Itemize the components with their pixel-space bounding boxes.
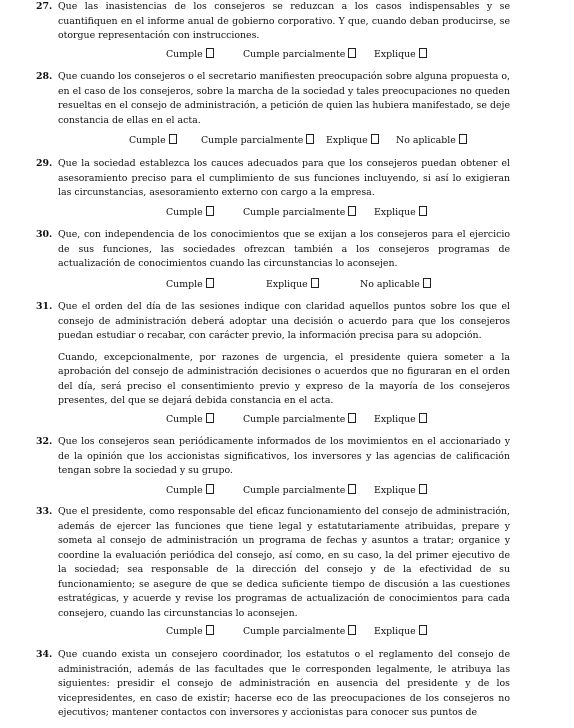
option-cumple[interactable]: Cumple — [166, 48, 214, 62]
checkbox-icon[interactable] — [206, 625, 214, 635]
item-text: Que la sociedad establezca los cauces adecuados para que los consejeros puedan obtener el asesoramiento preciso para el cumplimiento de sus funciones incluyendo, si así lo exigieran las circunstancias, asesoramiento externo con cargo a la empresa. — [58, 158, 510, 198]
checkbox-icon[interactable] — [348, 206, 356, 216]
checkbox-icon[interactable] — [348, 484, 356, 494]
recommendation-32 — [36, 435, 510, 479]
checkbox-icon[interactable] — [206, 206, 214, 216]
item-text: Que las inasistencias de los consejeros se reduzcan a los casos indispensables y se cuantifiquen en el informe anual de gobierno corporativo. Y que, cuando deban producirse, se otorgue representación con instrucciones. — [58, 1, 510, 41]
item-text: Que cuando los consejeros o el secretario manifiesten preocupación sobre alguna propuesta o, en el caso de los consejeros, sobre la marcha de la sociedad y tales preocupaciones no queden resueltas en el consejo de administración, a petición de quien las hubiera manifestado, se deje constancia de ellas en el acta. — [58, 71, 510, 126]
option-cumple-parcialmente[interactable]: Cumple parcialmente — [243, 484, 356, 498]
options-row-27 — [58, 48, 510, 62]
item-text: Que, con independencia de los conocimientos que se exijan a los consejeros para el ejercicio de sus funciones, las sociedades ofrezcan también a los consejeros programas de actualización de conocimientos cuando las circunstancias lo aconsejen. — [58, 229, 510, 269]
option-cumple[interactable]: Cumple — [129, 134, 177, 148]
recommendation-28 — [36, 70, 510, 128]
option-explique[interactable]: Explique — [266, 278, 319, 292]
item-text: Que cuando exista un consejero coordinador, los estatutos o el reglamento del consejo de administración, además de las facultades que le corresponden legalmente, le atribuya las siguientes: presidir el consejo de administración en ausencia del presidente y de los vicepresidentes, en caso de existir; hacerse eco de las preocupaciones de los consejeros no ejecutivos; mantener contactos con inversores y accionistas para conocer sus puntos de — [58, 649, 510, 718]
option-cumple-parcialmente[interactable]: Cumple parcialmente — [243, 48, 356, 62]
option-cumple[interactable]: Cumple — [166, 278, 214, 292]
options-row-33 — [58, 625, 510, 639]
item-number: 33. — [36, 506, 53, 517]
item-number: 30. — [36, 229, 53, 240]
option-cumple[interactable]: Cumple — [166, 625, 214, 639]
option-no-aplicable[interactable]: No aplicable — [360, 278, 431, 292]
option-cumple-parcialmente[interactable]: Cumple parcialmente — [243, 206, 356, 220]
item-text: Cuando, excepcionalmente, por razones de urgencia, el presidente quiera someter a la aprobación del consejo de administración decisiones o acuerdos que no figuraran en el orden del día, será preciso el consentimiento previo y expreso de la mayoría de los consejeros presentes, del que se dejará debida constancia en el acta. — [58, 351, 510, 406]
option-cumple-parcialmente[interactable]: Cumple parcialmente — [201, 134, 314, 148]
recommendation-33 — [36, 505, 510, 621]
checkbox-icon[interactable] — [419, 413, 427, 423]
option-explique[interactable]: Explique — [374, 48, 427, 62]
recommendation-31 — [36, 300, 510, 409]
checkbox-icon[interactable] — [419, 48, 427, 58]
option-explique[interactable]: Explique — [374, 206, 427, 220]
options-row-31 — [58, 413, 510, 427]
item-number: 32. — [36, 436, 53, 447]
checkbox-icon[interactable] — [419, 625, 427, 635]
option-explique[interactable]: Explique — [374, 413, 427, 427]
option-cumple[interactable]: Cumple — [166, 484, 214, 498]
checkbox-icon[interactable] — [348, 48, 356, 58]
checkbox-icon[interactable] — [206, 48, 214, 58]
checkbox-icon[interactable] — [371, 134, 379, 144]
item-text: Que el presidente, como responsable del eficaz funcionamiento del consejo de administración, además de ejercer las funciones que tiene legal y estatutariamente atribuidas, prepare y someta al consejo de administración un programa de fechas y asuntos a tratar; organice y coordine la evaluación periódica del consejo, así como, en su caso, la del primer ejecutivo de la sociedad; sea responsable de la dirección del consejo y de la efectividad de su funcionamiento; se asegure de que se dedica suficiente tiempo de discusión a las cuestiones estratégicas, y acuerde y revise los programas de actualización de conocimientos para cada consejero, cuando las circunstancias lo aconsejen. — [58, 506, 510, 619]
checkbox-icon[interactable] — [206, 484, 214, 494]
options-row-32 — [58, 484, 510, 498]
option-cumple[interactable]: Cumple — [166, 206, 214, 220]
item-number: 34. — [36, 649, 53, 660]
options-row-29 — [58, 206, 510, 220]
options-row-28 — [58, 134, 510, 148]
recommendation-34 — [36, 648, 510, 721]
options-row-30 — [58, 278, 510, 292]
option-explique[interactable]: Explique — [326, 134, 379, 148]
item-number: 29. — [36, 158, 53, 169]
recommendation-29 — [36, 157, 510, 201]
item-text: Que el orden del día de las sesiones indique con claridad aquellos puntos sobre los que el consejo de administración deberá adoptar una decisión o acuerdo para que los consejeros puedan estudiar o recabar, con carácter previo, la información precisa para su adopción. — [58, 301, 510, 341]
option-cumple-parcialmente[interactable]: Cumple parcialmente — [243, 413, 356, 427]
option-no-aplicable[interactable]: No aplicable — [396, 134, 467, 148]
checkbox-icon[interactable] — [306, 134, 314, 144]
recommendation-30 — [36, 228, 510, 272]
checkbox-icon[interactable] — [419, 206, 427, 216]
item-number: 28. — [36, 71, 53, 82]
checkbox-icon[interactable] — [206, 278, 214, 288]
option-cumple-parcialmente[interactable]: Cumple parcialmente — [243, 625, 356, 639]
item-number: 31. — [36, 301, 53, 312]
checkbox-icon[interactable] — [459, 134, 467, 144]
checkbox-icon[interactable] — [169, 134, 177, 144]
option-explique[interactable]: Explique — [374, 484, 427, 498]
recommendation-27 — [36, 0, 510, 44]
option-cumple[interactable]: Cumple — [166, 413, 214, 427]
checkbox-icon[interactable] — [206, 413, 214, 423]
checkbox-icon[interactable] — [311, 278, 319, 288]
checkbox-icon[interactable] — [423, 278, 431, 288]
checkbox-icon[interactable] — [348, 413, 356, 423]
option-explique[interactable]: Explique — [374, 625, 427, 639]
item-text: Que los consejeros sean periódicamente informados de los movimientos en el accionariado y de la opinión que los accionistas significativos, los inversores y las agencias de calificación tengan sobre la sociedad y su grupo. — [58, 436, 510, 476]
checkbox-icon[interactable] — [419, 484, 427, 494]
item-number: 27. — [36, 1, 53, 12]
checkbox-icon[interactable] — [348, 625, 356, 635]
